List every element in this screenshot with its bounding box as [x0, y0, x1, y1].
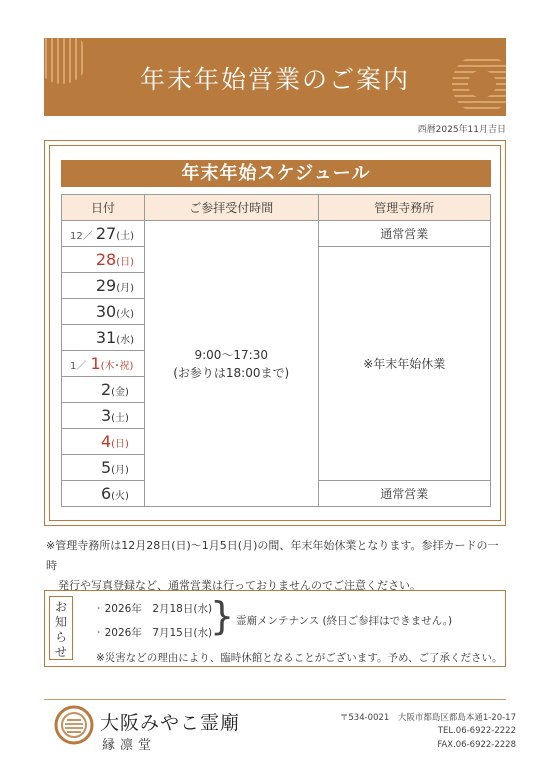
date-cell: 29(月) — [62, 273, 145, 299]
date-cell: 3(土) — [62, 403, 145, 429]
header-hours: ご参拝受付時間 — [144, 195, 318, 221]
maintenance-date-1: ･ 2026年 2月18日(水) — [96, 603, 213, 615]
header-office: 管理寺務所 — [318, 195, 491, 221]
telephone: TEL.06-6922-2222 — [437, 726, 516, 736]
hours-note: (お参りは18:00まで) — [173, 365, 290, 380]
schedule-table — [61, 194, 491, 507]
address: 〒534-0021 大阪市都島区都島本通1-20-17 — [339, 713, 516, 723]
office-status-cell: 通常営業 — [318, 481, 491, 507]
issue-date: 西暦2025年11月吉日 — [417, 125, 506, 135]
fax: FAX.06-6922-2228 — [437, 740, 516, 750]
hours-time: 9:00～17:30 — [194, 347, 268, 362]
header-banner — [44, 38, 506, 116]
date-cell: 1／ 1(木･祝) — [62, 351, 145, 377]
footer-divider — [44, 699, 506, 700]
date-cell: 5(月) — [62, 455, 145, 481]
office-closure-note: ※管理寺務所は12月28日(日)～1月5日(月)の間、年末年始休業となります。参拝カードの一時 発行や写真登録など、通常営業は行っておりませんのでご注意ください。 — [46, 539, 499, 592]
hours-cell — [144, 221, 318, 507]
date-cell: 30(火) — [62, 299, 145, 325]
date-cell: 28(日) — [62, 247, 145, 273]
disaster-note: ※災害などの理由により、臨時休館となることがございます。予め、ご了承ください。 — [96, 652, 503, 664]
header-date: 日付 — [62, 195, 145, 221]
month-label: 12／ — [70, 231, 93, 242]
notice-label: お 知 ら せ — [49, 596, 73, 660]
date-cell: 31(水) — [62, 325, 145, 351]
date-cell: 12／ 27(土) — [62, 221, 145, 247]
organization-name: 大阪みやこ霊廟 — [100, 712, 241, 734]
date-cell: 4(日) — [62, 429, 145, 455]
date-cell: 6(火) — [62, 481, 145, 507]
date-cell: 2(金) — [62, 377, 145, 403]
office-status-cell: 通常営業 — [318, 221, 491, 247]
table-header-row — [62, 195, 491, 221]
month-label: 1／ — [70, 361, 87, 372]
office-closed-cell: ※年末年始休業 — [318, 247, 491, 481]
logo-icon — [54, 705, 94, 745]
page-title: 年末年始営業のご案内 — [139, 65, 410, 94]
brace-icon: } — [210, 594, 235, 638]
table-row — [62, 221, 491, 247]
schedule-title: 年末年始スケジュール — [61, 160, 491, 187]
maintenance-text: 霊廟メンテナンス (終日ご参拝はできません。) — [236, 615, 453, 627]
maintenance-date-2: ･ 2026年 7月15日(水) — [96, 627, 213, 639]
organization-subname: 縁凛堂 — [102, 738, 157, 753]
